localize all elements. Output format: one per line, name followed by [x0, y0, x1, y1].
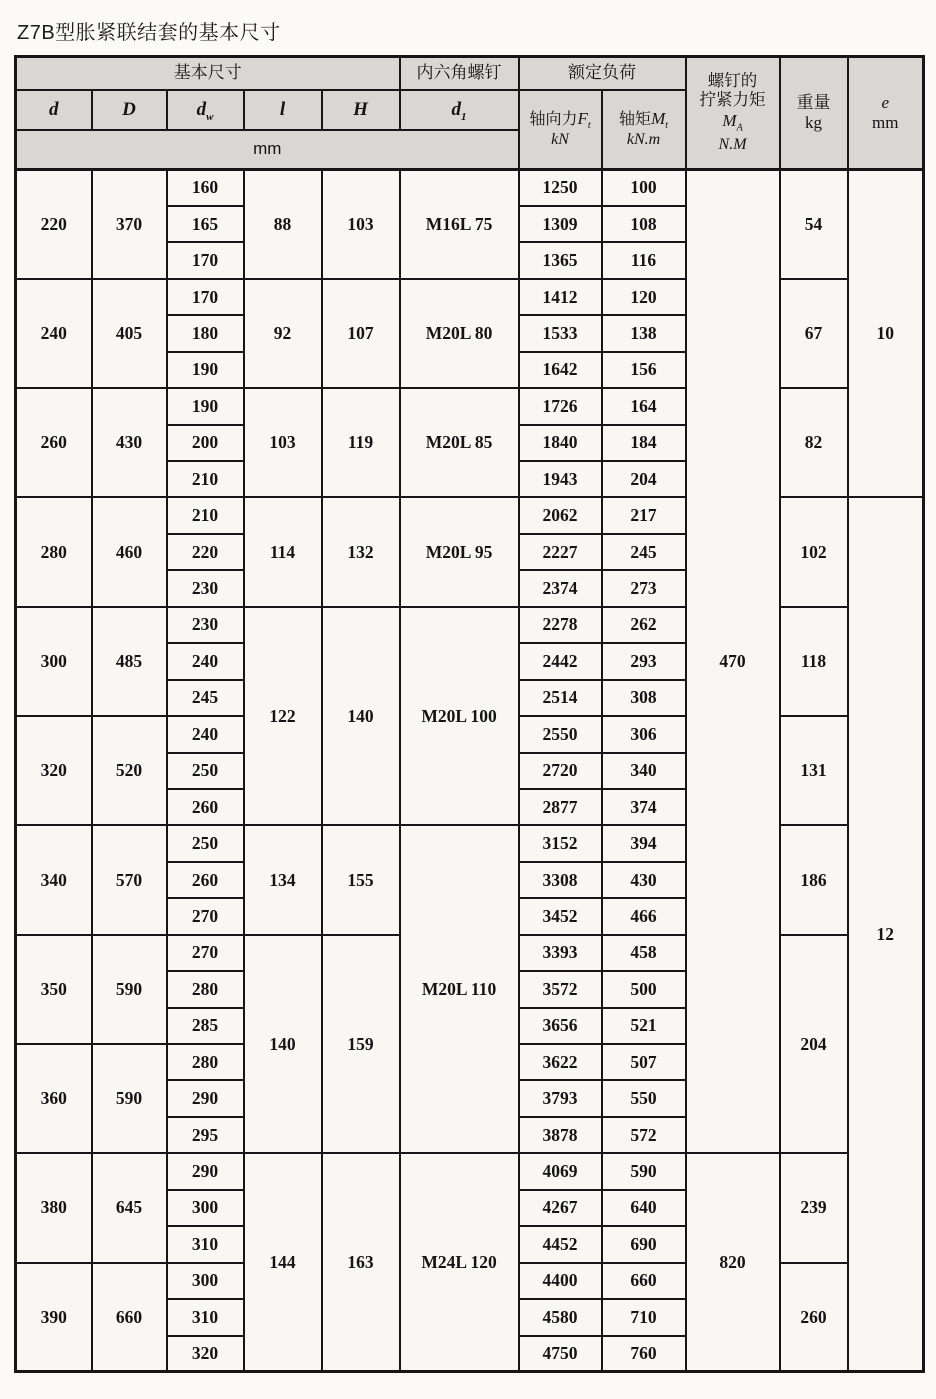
header-dim-d1: $d_1$: [400, 90, 519, 130]
cell-F: 4580: [519, 1299, 602, 1335]
cell-M: 760: [602, 1336, 686, 1372]
cell-M: 507: [602, 1044, 686, 1080]
table-body: [16, 170, 924, 1372]
table-row: [16, 388, 924, 424]
cell-dw: 320: [167, 1336, 244, 1372]
cell-F: 3656: [519, 1008, 602, 1044]
cell-D: 405: [92, 279, 167, 388]
cell-dw: 170: [167, 242, 244, 278]
cell-H: 140: [322, 607, 400, 826]
cell-F: 1309: [519, 206, 602, 242]
cell-dw: 260: [167, 789, 244, 825]
cell-l: 122: [244, 607, 322, 826]
cell-M: 273: [602, 570, 686, 606]
cell-dw: 170: [167, 279, 244, 315]
cell-M: 308: [602, 680, 686, 716]
cell-F: 3793: [519, 1080, 602, 1116]
cell-F: 2374: [519, 570, 602, 606]
cell-D: 460: [92, 497, 167, 606]
axial-force-unit: kN: [551, 131, 569, 149]
header-dim-dw: $d_w$: [167, 90, 244, 130]
header-hex-screw: 内六角螺钉: [400, 57, 519, 90]
cell-d1: M20L 85: [400, 388, 519, 497]
cell-dw: 245: [167, 680, 244, 716]
cell-F: 4267: [519, 1190, 602, 1226]
cell-dw: 300: [167, 1263, 244, 1299]
cell-F: 3622: [519, 1044, 602, 1080]
cell-M: 245: [602, 534, 686, 570]
torque-label-line2: 拧紧力矩: [699, 90, 766, 109]
cell-F: 1642: [519, 352, 602, 388]
cell-M: 204: [602, 461, 686, 497]
cell-M: 394: [602, 825, 686, 861]
cell-dw: 160: [167, 170, 244, 206]
cell-d: 320: [16, 716, 92, 825]
cell-D: 660: [92, 1263, 167, 1372]
cell-M: 500: [602, 971, 686, 1007]
cell-dw: 280: [167, 1044, 244, 1080]
cell-l: 88: [244, 170, 322, 279]
header-dim-d: d: [16, 90, 92, 130]
cell-H: 103: [322, 170, 400, 279]
cell-d: 260: [16, 388, 92, 497]
cell-d: 280: [16, 497, 92, 606]
cell-dw: 210: [167, 497, 244, 533]
table-header: [16, 57, 924, 170]
cell-F: 3572: [519, 971, 602, 1007]
e-label: e: [881, 93, 890, 113]
cell-MA: 470: [686, 170, 780, 1154]
cell-dw: 250: [167, 825, 244, 861]
cell-dw: 295: [167, 1117, 244, 1153]
cell-F: 4069: [519, 1153, 602, 1189]
cell-D: 430: [92, 388, 167, 497]
cell-M: 690: [602, 1226, 686, 1262]
cell-M: 466: [602, 898, 686, 934]
cell-F: 1365: [519, 242, 602, 278]
header-e: [848, 57, 924, 170]
cell-e: 10: [848, 170, 924, 498]
header-row-groups: [16, 57, 924, 90]
header-dim-D: D: [92, 90, 167, 130]
cell-F: 2227: [519, 534, 602, 570]
cell-dw: 165: [167, 206, 244, 242]
cell-M: 660: [602, 1263, 686, 1299]
cell-F: 4452: [519, 1226, 602, 1262]
cell-H: 163: [322, 1153, 400, 1372]
cell-M: 120: [602, 279, 686, 315]
cell-M: 184: [602, 425, 686, 461]
cell-d: 350: [16, 935, 92, 1044]
cell-dw: 250: [167, 753, 244, 789]
cell-M: 138: [602, 315, 686, 351]
table-row: [16, 279, 924, 315]
cell-D: 590: [92, 1044, 167, 1153]
header-dim-H: H: [322, 90, 400, 130]
cell-M: 217: [602, 497, 686, 533]
cell-F: 2514: [519, 680, 602, 716]
cell-l: 114: [244, 497, 322, 606]
cell-dw: 270: [167, 898, 244, 934]
cell-d: 340: [16, 825, 92, 934]
cell-M: 306: [602, 716, 686, 752]
cell-F: 3393: [519, 935, 602, 971]
cell-M: 590: [602, 1153, 686, 1189]
cell-F: 3308: [519, 862, 602, 898]
header-axial-force: 轴向力$F_t$ kN: [519, 90, 602, 170]
cell-M: 100: [602, 170, 686, 206]
cell-l: 144: [244, 1153, 322, 1372]
table-row: [16, 825, 924, 861]
cell-dw: 260: [167, 862, 244, 898]
cell-dw: 300: [167, 1190, 244, 1226]
e-unit: mm: [872, 113, 899, 132]
page-title: Z7B型胀紧联结套的基本尺寸: [17, 22, 281, 44]
cell-F: 1840: [519, 425, 602, 461]
cell-F: 2720: [519, 753, 602, 789]
cell-dw: 290: [167, 1080, 244, 1116]
cell-F: 1412: [519, 279, 602, 315]
header-mm-unit: mm: [16, 130, 519, 170]
cell-d: 390: [16, 1263, 92, 1372]
cell-wt: 102: [780, 497, 848, 606]
cell-d: 380: [16, 1153, 92, 1262]
cell-F: 1250: [519, 170, 602, 206]
cell-M: 640: [602, 1190, 686, 1226]
cell-dw: 290: [167, 1153, 244, 1189]
cell-dw: 270: [167, 935, 244, 971]
cell-d: 360: [16, 1044, 92, 1153]
cell-M: 458: [602, 935, 686, 971]
cell-F: 1726: [519, 388, 602, 424]
cell-dw: 200: [167, 425, 244, 461]
axial-moment-unit: kN.m: [626, 131, 661, 149]
cell-dw: 190: [167, 388, 244, 424]
cell-d: 220: [16, 170, 92, 279]
cell-F: 1533: [519, 315, 602, 351]
header-basic-dims: 基本尺寸: [16, 57, 400, 90]
spec-table: [14, 55, 925, 1373]
cell-l: 103: [244, 388, 322, 497]
table-row: [16, 607, 924, 643]
torque-symbol: $M_A$: [722, 110, 743, 133]
cell-H: 159: [322, 935, 400, 1154]
cell-d1: M16L 75: [400, 170, 519, 279]
cell-D: 485: [92, 607, 167, 716]
cell-H: 119: [322, 388, 400, 497]
cell-d1: M20L 110: [400, 825, 519, 1153]
cell-dw: 240: [167, 716, 244, 752]
cell-dw: 240: [167, 643, 244, 679]
cell-F: 4400: [519, 1263, 602, 1299]
cell-F: 1943: [519, 461, 602, 497]
cell-d: 300: [16, 607, 92, 716]
cell-wt: 239: [780, 1153, 848, 1262]
cell-d1: M24L 120: [400, 1153, 519, 1372]
cell-F: 2877: [519, 789, 602, 825]
header-axial-moment: 轴矩$M_t$ kN.m: [602, 90, 686, 170]
torque-unit: N.M: [718, 136, 747, 154]
header-tightening-torque: [686, 57, 780, 170]
cell-M: 262: [602, 607, 686, 643]
cell-dw: 220: [167, 534, 244, 570]
cell-dw: 190: [167, 352, 244, 388]
weight-unit: kg: [805, 113, 823, 132]
cell-wt: 131: [780, 716, 848, 825]
table-row: [16, 1153, 924, 1189]
table-row: [16, 497, 924, 533]
cell-M: 108: [602, 206, 686, 242]
cell-wt: 118: [780, 607, 848, 716]
cell-dw: 230: [167, 570, 244, 606]
cell-M: 430: [602, 862, 686, 898]
cell-MA: 820: [686, 1153, 780, 1372]
cell-wt: 82: [780, 388, 848, 497]
cell-dw: 210: [167, 461, 244, 497]
cell-M: 374: [602, 789, 686, 825]
header-dim-l: l: [244, 90, 322, 130]
cell-F: 3878: [519, 1117, 602, 1153]
cell-M: 710: [602, 1299, 686, 1335]
cell-D: 645: [92, 1153, 167, 1262]
header-rated-load: 额定负荷: [519, 57, 686, 90]
cell-D: 520: [92, 716, 167, 825]
cell-H: 132: [322, 497, 400, 606]
cell-M: 340: [602, 753, 686, 789]
cell-dw: 180: [167, 315, 244, 351]
table-row: [16, 170, 924, 206]
cell-H: 107: [322, 279, 400, 388]
header-weight: [780, 57, 848, 170]
cell-l: 92: [244, 279, 322, 388]
cell-M: 156: [602, 352, 686, 388]
cell-d1: M20L 80: [400, 279, 519, 388]
cell-D: 570: [92, 825, 167, 934]
cell-wt: 67: [780, 279, 848, 388]
cell-dw: 310: [167, 1299, 244, 1335]
cell-wt: 204: [780, 935, 848, 1154]
cell-d1: M20L 95: [400, 497, 519, 606]
cell-dw: 285: [167, 1008, 244, 1044]
cell-M: 293: [602, 643, 686, 679]
cell-F: 3152: [519, 825, 602, 861]
cell-M: 116: [602, 242, 686, 278]
cell-D: 370: [92, 170, 167, 279]
cell-F: 2442: [519, 643, 602, 679]
cell-M: 521: [602, 1008, 686, 1044]
cell-M: 572: [602, 1117, 686, 1153]
cell-D: 590: [92, 935, 167, 1044]
cell-M: 550: [602, 1080, 686, 1116]
cell-F: 2550: [519, 716, 602, 752]
cell-d1: M20L 100: [400, 607, 519, 826]
cell-l: 134: [244, 825, 322, 934]
cell-d: 240: [16, 279, 92, 388]
cell-F: 2062: [519, 497, 602, 533]
cell-wt: 186: [780, 825, 848, 934]
torque-label-line1: 螺钉的: [707, 71, 758, 90]
cell-F: 3452: [519, 898, 602, 934]
weight-label: 重量: [796, 93, 831, 113]
cell-e: 12: [848, 497, 924, 1372]
cell-H: 155: [322, 825, 400, 934]
cell-M: 164: [602, 388, 686, 424]
cell-dw: 280: [167, 971, 244, 1007]
cell-wt: 54: [780, 170, 848, 279]
cell-dw: 310: [167, 1226, 244, 1262]
cell-l: 140: [244, 935, 322, 1154]
cell-F: 2278: [519, 607, 602, 643]
cell-F: 4750: [519, 1336, 602, 1372]
cell-wt: 260: [780, 1263, 848, 1372]
cell-dw: 230: [167, 607, 244, 643]
